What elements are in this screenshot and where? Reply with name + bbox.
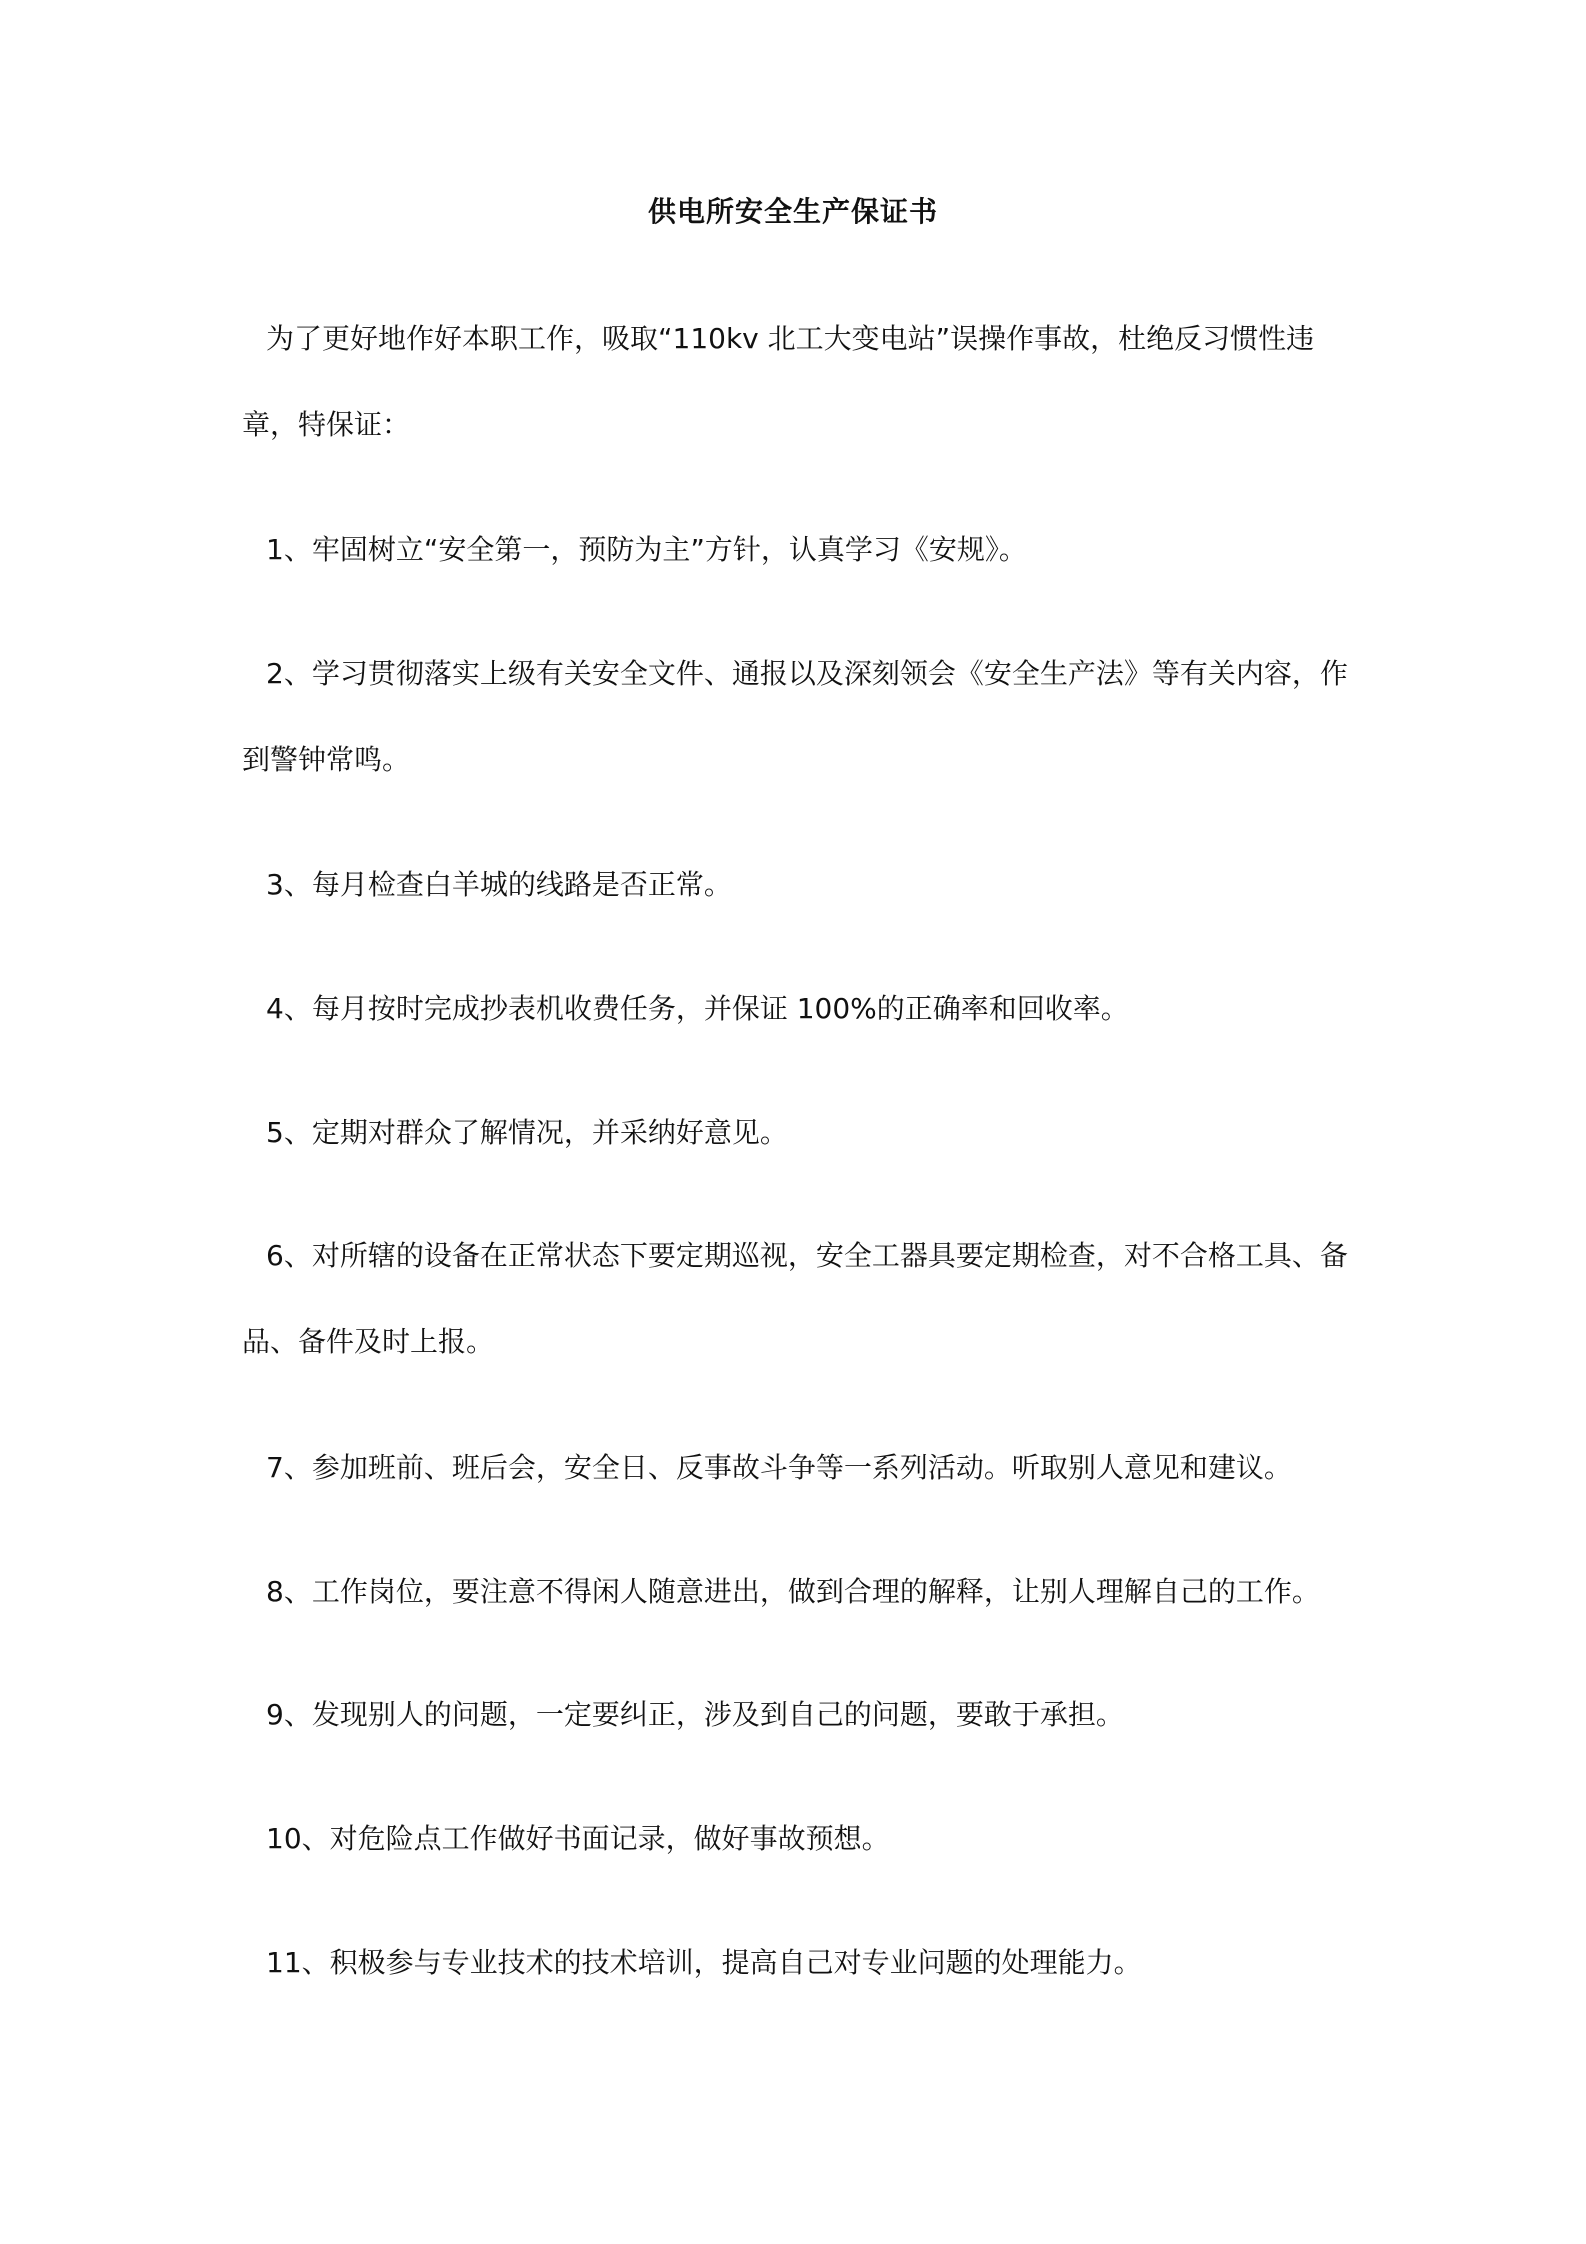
- clause-6-line-1: 6、对所辖的设备在正常状态下要定期巡视，安全工器具要定期检查，对不合格工具、备: [266, 1239, 1348, 1272]
- clause-5-line-1: 5、定期对群众了解情况，并采纳好意见。: [266, 1116, 788, 1149]
- clause-7: [242, 1425, 1362, 1511]
- intro-line-1: 为了更好地作好本职工作，吸取“110kv 北工大变电站”误操作事故，杜绝反习惯性违: [266, 322, 1315, 355]
- clause-4: [242, 966, 1362, 1052]
- clause-3: [242, 842, 1362, 928]
- clause-9-line-1: 9、发现别人的问题，一定要纠正，涉及到自己的问题，要敢于承担。: [266, 1698, 1124, 1731]
- clause-2: [242, 631, 1362, 803]
- clause-4-line-1: 4、每月按时完成抄表机收费任务，并保证 100%的正确率和回收率。: [266, 992, 1129, 1025]
- clause-2-line-1: 2、学习贯彻落实上级有关安全文件、通报以及深刻领会《安全生产法》等有关内容，作: [266, 657, 1348, 690]
- clause-10-line-1: 10、对危险点工作做好书面记录，做好事故预想。: [266, 1822, 890, 1855]
- clause-1-line-1: 1、牢固树立“安全第一，预防为主”方针，认真学习《安规》。: [266, 533, 1027, 566]
- clause-8-line-1: 8、工作岗位，要注意不得闲人随意进出，做到合理的解释，让别人理解自己的工作。: [266, 1575, 1320, 1608]
- clause-6-line-2: 品、备件及时上报。: [242, 1325, 495, 1358]
- clause-7-line-1: 7、参加班前、班后会，安全日、反事故斗争等一系列活动。听取别人意见和建议。: [266, 1451, 1292, 1484]
- intro-paragraph: [242, 296, 1362, 468]
- intro-line-2: 章，特保证：: [242, 408, 411, 441]
- clause-3-line-1: 3、每月检查白羊城的线路是否正常。: [266, 868, 732, 901]
- clause-1: [242, 507, 1362, 593]
- clause-10: [242, 1796, 1362, 1882]
- clause-9: [242, 1672, 1362, 1758]
- clause-5: [242, 1090, 1362, 1176]
- clause-11-line-1: 11、积极参与专业技术的技术培训，提高自己对专业问题的处理能力。: [266, 1946, 1142, 1979]
- clause-8: [242, 1549, 1362, 1635]
- clause-6: [242, 1213, 1362, 1385]
- clause-2-line-2: 到警钟常鸣。: [242, 743, 411, 776]
- clause-11: [242, 1920, 1362, 2006]
- document-title: 供电所安全生产保证书: [647, 195, 938, 228]
